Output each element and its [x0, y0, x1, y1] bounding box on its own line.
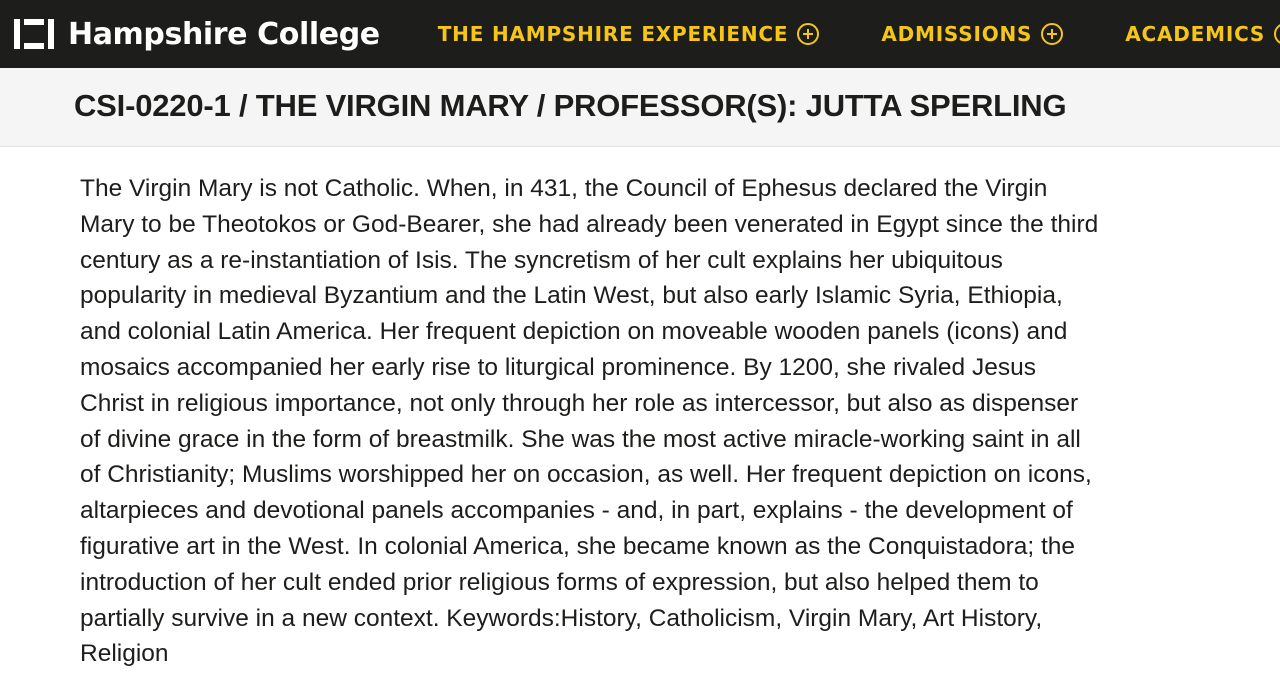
site-header: [0, 0, 1280, 68]
brand-logo-link[interactable]: [14, 17, 380, 52]
course-content: [0, 147, 1280, 672]
plus-circle-icon[interactable]: [1274, 23, 1280, 45]
nav-item-academics[interactable]: [1125, 22, 1280, 46]
plus-circle-icon[interactable]: [797, 23, 819, 45]
plus-circle-icon[interactable]: [1041, 23, 1063, 45]
nav-item-label: THE HAMPSHIRE EXPERIENCE: [437, 22, 789, 46]
course-description: The Virgin Mary is not Catholic. When, in 431, the Council of Ephesus declared the Virgin Mary to be Theotokos or God-Bearer, she had already been venerated in Egypt since the third century as a re-instantiation of Isis. The syncretism of her cult explains her ubiquitous popularity in medieval Byzantium and the Latin West, but also early Islamic Syria, Ethiopia, and colonial Latin America. Her frequent depiction on moveable wooden panels (icons) and mosaics accompanied her early rise to liturgical prominence. By 1200, she rivaled Jesus Christ in religious importance, not only through her role as intercessor, but also as dispenser of divine grace in the form of breastmilk. She was the most active miracle-working saint in all of Christianity; Muslims worshipped her on occasion, as well. Her frequent depiction on icons, altarpieces and devotional panels accompanies - and, in part, explains - the development of figurative art in the West. In colonial America, she became known as the Conquistadora; the introduction of her cult ended prior religious forms of expression, but also helped them to partially survive in a new context. Keywords:History, Catholicism, Virgin Mary, Art History, Religion: [80, 175, 1099, 668]
nav-item-the-hampshire-experience[interactable]: [438, 22, 820, 46]
page-title: CSI-0220-1 / THE VIRGIN MARY / PROFESSOR(S): JUTTA SPERLING: [74, 88, 1067, 123]
nav-item-label: ADMISSIONS: [881, 22, 1033, 46]
nav-item-admissions[interactable]: [881, 22, 1063, 46]
hampshire-logo-icon: [14, 19, 54, 49]
main-navigation: [438, 22, 1280, 46]
course-title-band: [0, 68, 1280, 147]
nav-item-label: ACADEMICS: [1125, 22, 1266, 46]
brand-name: Hampshire College: [68, 16, 380, 52]
